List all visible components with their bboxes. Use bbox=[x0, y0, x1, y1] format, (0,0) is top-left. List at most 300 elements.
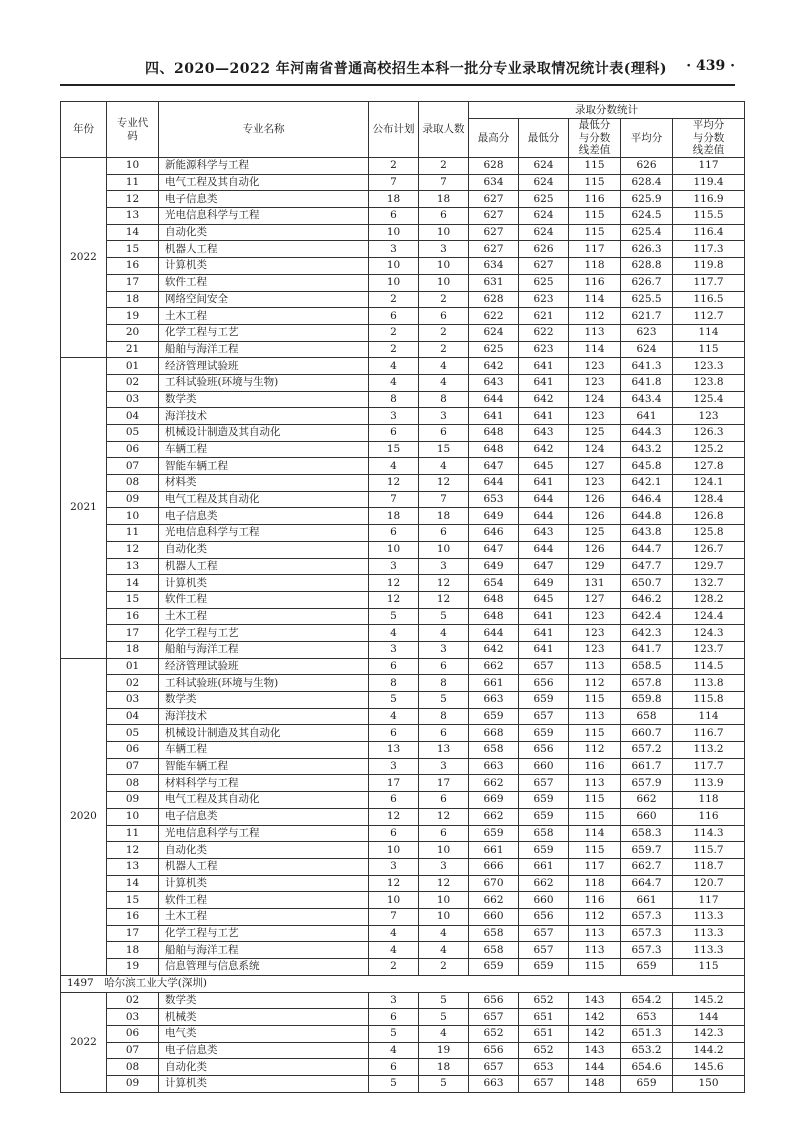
major-name: 机械类 bbox=[159, 1009, 369, 1026]
admitted-count: 3 bbox=[419, 858, 469, 875]
min-diff: 113 bbox=[569, 925, 621, 942]
avg-diff: 117 bbox=[673, 892, 745, 909]
min-score: 657 bbox=[519, 942, 569, 959]
major-code: 13 bbox=[107, 208, 159, 225]
max-score: 659 bbox=[469, 825, 519, 842]
major-code: 01 bbox=[107, 658, 159, 675]
plan-count: 10 bbox=[369, 842, 419, 859]
min-score: 657 bbox=[519, 658, 569, 675]
avg-diff: 113.9 bbox=[673, 775, 745, 792]
major-name: 船舶与海洋工程 bbox=[159, 641, 369, 658]
major-name: 计算机类 bbox=[159, 258, 369, 275]
major-code: 10 bbox=[107, 158, 159, 175]
school-row bbox=[61, 975, 745, 992]
plan-count: 12 bbox=[369, 591, 419, 608]
admitted-count: 5 bbox=[419, 1076, 469, 1093]
major-name: 车辆工程 bbox=[159, 742, 369, 759]
major-code: 14 bbox=[107, 875, 159, 892]
school-name: 1497 哈尔滨工业大学(深圳) bbox=[61, 975, 745, 992]
table-row bbox=[61, 992, 745, 1009]
plan-count: 7 bbox=[369, 174, 419, 191]
plan-count: 18 bbox=[369, 191, 419, 208]
avg-diff: 127.8 bbox=[673, 458, 745, 475]
avg-score: 657.8 bbox=[621, 675, 673, 692]
admitted-count: 8 bbox=[419, 675, 469, 692]
min-diff: 123 bbox=[569, 608, 621, 625]
admitted-count: 4 bbox=[419, 358, 469, 375]
avg-diff: 113.3 bbox=[673, 942, 745, 959]
table-row bbox=[61, 241, 745, 258]
plan-count: 3 bbox=[369, 558, 419, 575]
min-score: 641 bbox=[519, 608, 569, 625]
plan-count: 12 bbox=[369, 875, 419, 892]
major-name: 计算机类 bbox=[159, 875, 369, 892]
max-score: 644 bbox=[469, 391, 519, 408]
major-name: 电气工程及其自动化 bbox=[159, 491, 369, 508]
max-score: 654 bbox=[469, 575, 519, 592]
max-score: 627 bbox=[469, 224, 519, 241]
avg-diff: 114 bbox=[673, 708, 745, 725]
plan-count: 6 bbox=[369, 825, 419, 842]
min-diff: 116 bbox=[569, 191, 621, 208]
min-diff: 126 bbox=[569, 541, 621, 558]
min-diff: 118 bbox=[569, 258, 621, 275]
admitted-count: 8 bbox=[419, 391, 469, 408]
avg-diff: 124.4 bbox=[673, 608, 745, 625]
min-score: 661 bbox=[519, 858, 569, 875]
min-score: 641 bbox=[519, 358, 569, 375]
plan-count: 3 bbox=[369, 408, 419, 425]
min-diff: 113 bbox=[569, 942, 621, 959]
table-row bbox=[61, 959, 745, 976]
plan-count: 10 bbox=[369, 224, 419, 241]
major-code: 14 bbox=[107, 575, 159, 592]
table-row bbox=[61, 792, 745, 809]
admitted-count: 3 bbox=[419, 241, 469, 258]
max-score: 658 bbox=[469, 742, 519, 759]
admitted-count: 10 bbox=[419, 908, 469, 925]
plan-count: 17 bbox=[369, 775, 419, 792]
min-diff: 113 bbox=[569, 324, 621, 341]
min-score: 659 bbox=[519, 792, 569, 809]
major-name: 车辆工程 bbox=[159, 441, 369, 458]
plan-count: 10 bbox=[369, 274, 419, 291]
min-diff: 123 bbox=[569, 358, 621, 375]
max-score: 646 bbox=[469, 525, 519, 542]
avg-diff: 112.7 bbox=[673, 308, 745, 325]
major-code: 07 bbox=[107, 458, 159, 475]
min-diff: 131 bbox=[569, 575, 621, 592]
min-score: 641 bbox=[519, 641, 569, 658]
admitted-count: 19 bbox=[419, 1042, 469, 1059]
admitted-count: 4 bbox=[419, 925, 469, 942]
stats-group-header: 录取分数统计 bbox=[469, 102, 745, 119]
major-code: 10 bbox=[107, 508, 159, 525]
major-code: 21 bbox=[107, 341, 159, 358]
major-name: 光电信息科学与工程 bbox=[159, 208, 369, 225]
major-name: 化学工程与工艺 bbox=[159, 324, 369, 341]
plan-count: 6 bbox=[369, 1059, 419, 1076]
avg-score: 642.3 bbox=[621, 625, 673, 642]
admitted-count: 2 bbox=[419, 291, 469, 308]
max-score: 663 bbox=[469, 692, 519, 709]
plan-count: 13 bbox=[369, 742, 419, 759]
avg-diff: 128.2 bbox=[673, 591, 745, 608]
table-row bbox=[61, 208, 745, 225]
major-code: 06 bbox=[107, 441, 159, 458]
avg-score: 644.7 bbox=[621, 541, 673, 558]
avg-score: 661.7 bbox=[621, 758, 673, 775]
max-score: 643 bbox=[469, 374, 519, 391]
max-score: 661 bbox=[469, 842, 519, 859]
min-score: 653 bbox=[519, 1059, 569, 1076]
major-code: 10 bbox=[107, 808, 159, 825]
admitted-count: 10 bbox=[419, 274, 469, 291]
plan-count: 12 bbox=[369, 808, 419, 825]
plan-count: 4 bbox=[369, 625, 419, 642]
min-diff: 143 bbox=[569, 992, 621, 1009]
min-score: 641 bbox=[519, 374, 569, 391]
avg-score: 659 bbox=[621, 1076, 673, 1093]
avg-score: 658.5 bbox=[621, 658, 673, 675]
admission-stats-table bbox=[60, 101, 745, 1093]
min-score: 622 bbox=[519, 324, 569, 341]
min-diff: 117 bbox=[569, 858, 621, 875]
table-row bbox=[61, 291, 745, 308]
admitted-count: 12 bbox=[419, 591, 469, 608]
avg-diff: 118 bbox=[673, 792, 745, 809]
major-name: 网络空间安全 bbox=[159, 291, 369, 308]
max-score: 648 bbox=[469, 441, 519, 458]
min-score: 642 bbox=[519, 441, 569, 458]
year-cell: 2022 bbox=[61, 158, 107, 358]
major-code: 04 bbox=[107, 408, 159, 425]
plan-count: 4 bbox=[369, 925, 419, 942]
admitted-count: 6 bbox=[419, 825, 469, 842]
max-score: 647 bbox=[469, 458, 519, 475]
min-score: 657 bbox=[519, 1076, 569, 1093]
col-plan-header: 公布计划 bbox=[369, 102, 419, 158]
plan-count: 7 bbox=[369, 491, 419, 508]
plan-count: 7 bbox=[369, 908, 419, 925]
major-name: 海洋技术 bbox=[159, 408, 369, 425]
admitted-count: 3 bbox=[419, 758, 469, 775]
major-code: 08 bbox=[107, 775, 159, 792]
min-score: 660 bbox=[519, 758, 569, 775]
avg-diff: 124.3 bbox=[673, 625, 745, 642]
avg-diff: 113.3 bbox=[673, 925, 745, 942]
admitted-count: 10 bbox=[419, 541, 469, 558]
table-row bbox=[61, 558, 745, 575]
avg-score: 641.7 bbox=[621, 641, 673, 658]
avg-diff: 119.8 bbox=[673, 258, 745, 275]
major-name: 计算机类 bbox=[159, 575, 369, 592]
avg-score: 645.8 bbox=[621, 458, 673, 475]
major-code: 19 bbox=[107, 308, 159, 325]
min-diff: 117 bbox=[569, 241, 621, 258]
admitted-count: 18 bbox=[419, 1059, 469, 1076]
plan-count: 18 bbox=[369, 508, 419, 525]
avg-score: 657.3 bbox=[621, 908, 673, 925]
max-score: 666 bbox=[469, 858, 519, 875]
avg-score: 628.8 bbox=[621, 258, 673, 275]
major-name: 数学类 bbox=[159, 391, 369, 408]
avg-diff: 126.3 bbox=[673, 425, 745, 442]
table-row bbox=[61, 892, 745, 909]
major-code: 03 bbox=[107, 692, 159, 709]
avg-score: 621.7 bbox=[621, 308, 673, 325]
max-score: 628 bbox=[469, 291, 519, 308]
max-score: 627 bbox=[469, 241, 519, 258]
max-score: 627 bbox=[469, 191, 519, 208]
min-score: 641 bbox=[519, 625, 569, 642]
min-diff: 123 bbox=[569, 641, 621, 658]
avg-diff: 116.5 bbox=[673, 291, 745, 308]
max-score: 659 bbox=[469, 959, 519, 976]
major-code: 12 bbox=[107, 541, 159, 558]
admitted-count: 3 bbox=[419, 641, 469, 658]
max-score: 661 bbox=[469, 675, 519, 692]
major-code: 04 bbox=[107, 708, 159, 725]
major-name: 软件工程 bbox=[159, 591, 369, 608]
max-score: 631 bbox=[469, 274, 519, 291]
page-header bbox=[60, 58, 735, 86]
max-score: 634 bbox=[469, 258, 519, 275]
min-score: 659 bbox=[519, 959, 569, 976]
min-score: 644 bbox=[519, 508, 569, 525]
min-score: 624 bbox=[519, 208, 569, 225]
table-row bbox=[61, 775, 745, 792]
table-row bbox=[61, 391, 745, 408]
avg-score: 660.7 bbox=[621, 725, 673, 742]
max-score: 652 bbox=[469, 1026, 519, 1043]
avg-diff: 115.8 bbox=[673, 692, 745, 709]
avg-score: 659 bbox=[621, 959, 673, 976]
max-score: 644 bbox=[469, 475, 519, 492]
min-diff: 115 bbox=[569, 842, 621, 859]
avg-diff: 124.1 bbox=[673, 475, 745, 492]
table-row bbox=[61, 458, 745, 475]
major-name: 电子信息类 bbox=[159, 191, 369, 208]
min-diff: 143 bbox=[569, 1042, 621, 1059]
avg-diff: 115 bbox=[673, 341, 745, 358]
min-score: 643 bbox=[519, 525, 569, 542]
avg-diff: 125.2 bbox=[673, 441, 745, 458]
min-score: 645 bbox=[519, 458, 569, 475]
major-code: 20 bbox=[107, 324, 159, 341]
min-diff: 129 bbox=[569, 558, 621, 575]
major-code: 16 bbox=[107, 258, 159, 275]
major-name: 自动化类 bbox=[159, 541, 369, 558]
min-diff: 115 bbox=[569, 208, 621, 225]
min-diff: 112 bbox=[569, 308, 621, 325]
admitted-count: 10 bbox=[419, 224, 469, 241]
min-diff: 116 bbox=[569, 274, 621, 291]
avg-score: 641 bbox=[621, 408, 673, 425]
major-name: 电气工程及其自动化 bbox=[159, 174, 369, 191]
max-score: 634 bbox=[469, 174, 519, 191]
avg-diff: 115 bbox=[673, 959, 745, 976]
plan-count: 4 bbox=[369, 942, 419, 959]
min-score: 659 bbox=[519, 808, 569, 825]
plan-count: 2 bbox=[369, 158, 419, 175]
page-number: · 439 · bbox=[686, 58, 735, 74]
plan-count: 15 bbox=[369, 441, 419, 458]
min-score: 656 bbox=[519, 908, 569, 925]
min-score: 660 bbox=[519, 892, 569, 909]
major-name: 数学类 bbox=[159, 692, 369, 709]
major-code: 11 bbox=[107, 174, 159, 191]
max-score: 627 bbox=[469, 208, 519, 225]
table-row bbox=[61, 825, 745, 842]
admitted-count: 12 bbox=[419, 575, 469, 592]
table-row bbox=[61, 925, 745, 942]
year-cell: 2021 bbox=[61, 358, 107, 658]
admitted-count: 12 bbox=[419, 875, 469, 892]
major-code: 17 bbox=[107, 274, 159, 291]
major-name: 电气工程及其自动化 bbox=[159, 792, 369, 809]
major-name: 电子信息类 bbox=[159, 1042, 369, 1059]
avg-score: 628.4 bbox=[621, 174, 673, 191]
avg-score: 644.8 bbox=[621, 508, 673, 525]
avg-score: 657.3 bbox=[621, 925, 673, 942]
avg-diff: 114.3 bbox=[673, 825, 745, 842]
plan-count: 6 bbox=[369, 425, 419, 442]
min-score: 643 bbox=[519, 425, 569, 442]
min-diff: 116 bbox=[569, 892, 621, 909]
col-min-header: 最低分 bbox=[519, 119, 569, 158]
min-score: 625 bbox=[519, 274, 569, 291]
max-score: 663 bbox=[469, 1076, 519, 1093]
max-score: 658 bbox=[469, 925, 519, 942]
min-diff: 114 bbox=[569, 341, 621, 358]
admitted-count: 2 bbox=[419, 341, 469, 358]
avg-score: 659.8 bbox=[621, 692, 673, 709]
avg-score: 659.7 bbox=[621, 842, 673, 859]
admitted-count: 2 bbox=[419, 158, 469, 175]
major-code: 02 bbox=[107, 374, 159, 391]
admitted-count: 4 bbox=[419, 458, 469, 475]
table-row bbox=[61, 274, 745, 291]
avg-score: 626.7 bbox=[621, 274, 673, 291]
avg-score: 626.3 bbox=[621, 241, 673, 258]
min-score: 659 bbox=[519, 725, 569, 742]
min-diff: 118 bbox=[569, 875, 621, 892]
min-score: 645 bbox=[519, 591, 569, 608]
admitted-count: 10 bbox=[419, 258, 469, 275]
major-code: 02 bbox=[107, 992, 159, 1009]
major-name: 计算机类 bbox=[159, 1076, 369, 1093]
min-diff: 124 bbox=[569, 441, 621, 458]
table-row bbox=[61, 224, 745, 241]
max-score: 662 bbox=[469, 892, 519, 909]
min-diff: 116 bbox=[569, 758, 621, 775]
major-code: 06 bbox=[107, 742, 159, 759]
major-code: 11 bbox=[107, 525, 159, 542]
avg-score: 646.4 bbox=[621, 491, 673, 508]
min-score: 656 bbox=[519, 675, 569, 692]
admitted-count: 3 bbox=[419, 408, 469, 425]
major-code: 16 bbox=[107, 908, 159, 925]
major-code: 19 bbox=[107, 959, 159, 976]
major-name: 化学工程与工艺 bbox=[159, 925, 369, 942]
max-score: 669 bbox=[469, 792, 519, 809]
admitted-count: 17 bbox=[419, 775, 469, 792]
avg-score: 643.8 bbox=[621, 525, 673, 542]
avg-score: 654.2 bbox=[621, 992, 673, 1009]
admitted-count: 6 bbox=[419, 425, 469, 442]
avg-diff: 129.7 bbox=[673, 558, 745, 575]
major-name: 船舶与海洋工程 bbox=[159, 942, 369, 959]
col-avg-diff-header: 平均分与分数线差值 bbox=[673, 119, 745, 158]
table-row bbox=[61, 675, 745, 692]
admitted-count: 10 bbox=[419, 892, 469, 909]
avg-score: 625.4 bbox=[621, 224, 673, 241]
major-code: 07 bbox=[107, 758, 159, 775]
plan-count: 10 bbox=[369, 258, 419, 275]
avg-diff: 142.3 bbox=[673, 1026, 745, 1043]
table-body bbox=[61, 158, 745, 1093]
table-row bbox=[61, 692, 745, 709]
table-row bbox=[61, 308, 745, 325]
admitted-count: 4 bbox=[419, 625, 469, 642]
plan-count: 8 bbox=[369, 675, 419, 692]
table-row bbox=[61, 174, 745, 191]
plan-count: 6 bbox=[369, 658, 419, 675]
table-row bbox=[61, 908, 745, 925]
avg-diff: 114.5 bbox=[673, 658, 745, 675]
avg-score: 624 bbox=[621, 341, 673, 358]
admitted-count: 6 bbox=[419, 725, 469, 742]
min-score: 657 bbox=[519, 708, 569, 725]
max-score: 660 bbox=[469, 908, 519, 925]
major-name: 自动化类 bbox=[159, 224, 369, 241]
major-name: 软件工程 bbox=[159, 274, 369, 291]
min-score: 644 bbox=[519, 541, 569, 558]
plan-count: 5 bbox=[369, 1026, 419, 1043]
admitted-count: 2 bbox=[419, 959, 469, 976]
avg-score: 625.9 bbox=[621, 191, 673, 208]
table-row bbox=[61, 525, 745, 542]
major-name: 电子信息类 bbox=[159, 508, 369, 525]
min-score: 659 bbox=[519, 692, 569, 709]
plan-count: 4 bbox=[369, 708, 419, 725]
major-name: 工科试验班(环境与生物) bbox=[159, 675, 369, 692]
major-name: 数学类 bbox=[159, 992, 369, 1009]
min-score: 624 bbox=[519, 224, 569, 241]
min-score: 624 bbox=[519, 174, 569, 191]
table-row bbox=[61, 324, 745, 341]
table-row bbox=[61, 591, 745, 608]
avg-diff: 116.7 bbox=[673, 725, 745, 742]
major-code: 08 bbox=[107, 475, 159, 492]
major-name: 光电信息科学与工程 bbox=[159, 825, 369, 842]
avg-score: 623 bbox=[621, 324, 673, 341]
admitted-count: 6 bbox=[419, 308, 469, 325]
avg-score: 624.5 bbox=[621, 208, 673, 225]
min-diff: 126 bbox=[569, 491, 621, 508]
avg-score: 662 bbox=[621, 792, 673, 809]
min-diff: 113 bbox=[569, 708, 621, 725]
admitted-count: 5 bbox=[419, 992, 469, 1009]
avg-diff: 116.4 bbox=[673, 224, 745, 241]
admitted-count: 6 bbox=[419, 525, 469, 542]
max-score: 642 bbox=[469, 641, 519, 658]
major-code: 06 bbox=[107, 1026, 159, 1043]
major-name: 机器人工程 bbox=[159, 858, 369, 875]
min-score: 623 bbox=[519, 341, 569, 358]
min-score: 649 bbox=[519, 575, 569, 592]
